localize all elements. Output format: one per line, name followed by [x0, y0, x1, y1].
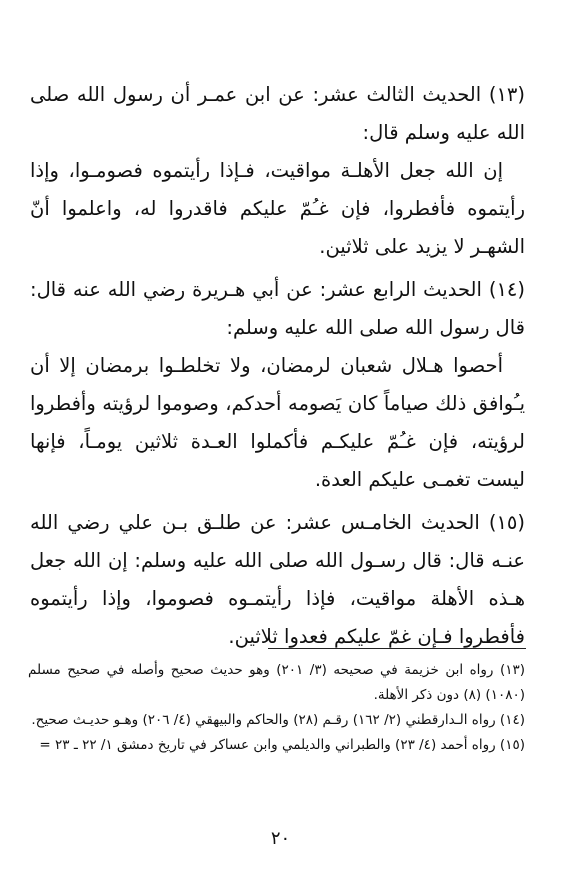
hadith-15 — [30, 504, 525, 656]
hadith-13-heading: (١٣) الحديث الثالث عشر: عن ابن عمـر أن رسول الله صلى الله عليه وسلم قال: — [30, 83, 525, 144]
page-number: ٢٠ — [270, 828, 291, 849]
hadith-13-text: إن الله جعل الأهلـة مواقيت، فـإذا رأيتموه فصومـوا، وإذا رأيتموه فأفطروا، فإن غـُمّ عليكم فاقدروا له، واعلموا أنّ الشهـر لا يزيد على ثلاثين. — [30, 159, 525, 258]
hadith-14-heading: (١٤) الحديث الرابع عشر: عن أبي هـريرة رضي الله عنه قال: قال رسول الله صلى الله عليه وسلم: — [30, 278, 525, 339]
footnotes — [28, 658, 525, 758]
hadith-13 — [30, 76, 525, 266]
footnote-14: (١٤) رواه الـدارقطني (٢/ ١٦٢) رقـم (٢٨) والحاكم والبيهقي (٤/ ٢٠٦) وهـو حديـث صحيح. — [31, 712, 525, 728]
hadith-14 — [30, 271, 525, 499]
footnote-13: (١٣) رواه ابن خزيمة في صحيحه (٣/ ٢٠١) وهو حديث صحيح وأصله في صحيح مسلم (١٠٨٠) (٨) دون ذكر الأهلة. — [28, 662, 526, 703]
hadith-14-text: أحصوا هـلال شعبان لرمضان، ولا تخلطـوا برمضان إلا أن يـُوافق ذلك صياماً كان يَصومه أحدكم، وصوموا لرؤيته وأفطروا لرؤيته، فإن غـُمّ عليكـم فأكملوا العـدة ثلاثين يومـاً، فإنها ليست تغمـى عليكم العدة. — [30, 354, 525, 491]
main-text — [30, 76, 525, 661]
footnote-divider — [268, 648, 526, 649]
footnote-15: (١٥) رواه أحمد (٤/ ٢٣) والطبراني والديلمي وابن عساكر في تاريخ دمشق ١/ ٢٢ ـ ٢٣ = — [39, 737, 525, 753]
hadith-15-text: (١٥) الحديث الخامـس عشر: عن طلـق بـن علي رضي الله عنـه قال: قال رسـول الله صلى الله عليه وسلم: إن الله جعل هـذه الأهلة مواقيت، فإذا رأيتمـوه فصوموا، وإذا رأيتموه فأفطروا فـإن غمّ عليكم فعدوا ثلاثين. — [30, 511, 525, 648]
